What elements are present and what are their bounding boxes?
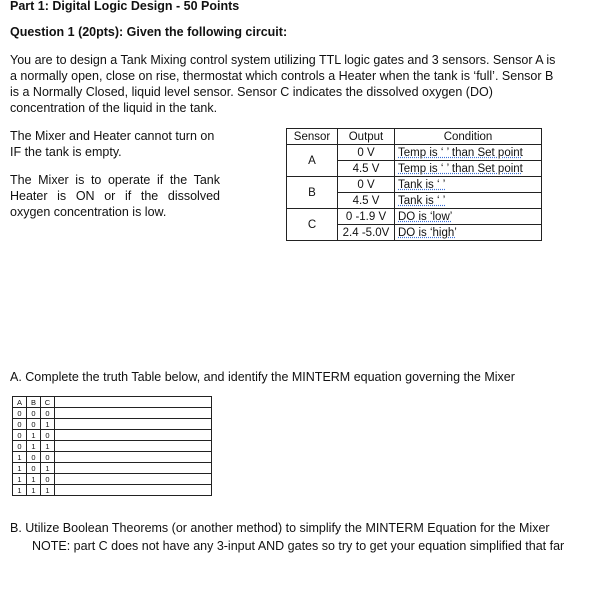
- condition-text[interactable]: Temp is ‘ ’ than Set point: [395, 145, 542, 161]
- output-value: 0 V: [338, 177, 395, 193]
- condition-text[interactable]: Temp is ‘ ’ than Set point: [395, 161, 542, 177]
- cell-c: 0: [41, 474, 55, 485]
- part-title: Part 1: Digital Logic Design - 50 Points: [10, 0, 240, 13]
- cell-b: 1: [27, 474, 41, 485]
- header-output: Output: [338, 129, 395, 145]
- cell-c: 1: [41, 441, 55, 452]
- rule-empty-tank: The Mixer and Heater cannot turn on IF the tank is empty.: [10, 129, 215, 159]
- output-value: 2.4 -5.0V: [338, 225, 395, 241]
- answer-cell[interactable]: [55, 430, 212, 441]
- header-sensor: Sensor: [287, 129, 338, 145]
- cell-b: 0: [27, 408, 41, 419]
- sensor-c: C: [287, 209, 338, 241]
- condition-text[interactable]: Tank is ‘ ’: [395, 193, 542, 209]
- truth-row: [13, 452, 212, 463]
- cell-b: 0: [27, 419, 41, 430]
- answer-cell[interactable]: [55, 463, 212, 474]
- condition-text[interactable]: Tank is ‘ ’: [395, 177, 542, 193]
- sensor-table-header: [287, 129, 542, 145]
- sensor-a: A: [287, 145, 338, 177]
- question-a: A. Complete the truth Table below, and identify the MINTERM equation governing the Mixer: [10, 370, 515, 384]
- answer-cell[interactable]: [55, 419, 212, 430]
- cell-a: 1: [13, 452, 27, 463]
- intro-paragraph: You are to design a Tank Mixing control system utilizing TTL logic gates and 3 sensors. Sensor A is a normally open, close on rise, thermostat which controls a Heater when the tank is ‘full’. Sensor B is a Normally Closed, liquid level sensor. Sensor C indicates the dissolved oxygen (DO) concentration of the liquid in the tank.: [10, 53, 556, 115]
- sensor-b: B: [287, 177, 338, 209]
- cell-a: 0: [13, 419, 27, 430]
- truth-row: [13, 474, 212, 485]
- truth-row: [13, 441, 212, 452]
- note-b: NOTE: part C does not have any 3-input AND gates so try to get your equation simplified that far: [32, 539, 565, 553]
- cell-a: 0: [13, 441, 27, 452]
- cell-b: 1: [27, 485, 41, 496]
- condition-text[interactable]: DO is ‘low’: [395, 209, 542, 225]
- rule-mixer-operation: The Mixer is to operate if the Tank Heater is ON or if the dissolved oxygen concentration is low.: [10, 173, 220, 219]
- cell-c: 0: [41, 452, 55, 463]
- truth-row: [13, 408, 212, 419]
- cell-c: 1: [41, 485, 55, 496]
- answer-column[interactable]: [55, 397, 212, 408]
- cell-a: 1: [13, 474, 27, 485]
- cell-b: 1: [27, 441, 41, 452]
- sensor-row: [287, 177, 542, 193]
- cell-a: 1: [13, 463, 27, 474]
- truth-row: [13, 430, 212, 441]
- answer-cell[interactable]: [55, 441, 212, 452]
- truth-row: [13, 485, 212, 496]
- truth-row: [13, 463, 212, 474]
- cell-b: 1: [27, 430, 41, 441]
- cell-c: 1: [41, 419, 55, 430]
- header-condition: Condition: [395, 129, 542, 145]
- output-value: 0 V: [338, 145, 395, 161]
- cell-a: 1: [13, 485, 27, 496]
- truth-table: [12, 396, 212, 496]
- sensor-row: [287, 209, 542, 225]
- cell-a: 0: [13, 408, 27, 419]
- header-b: B: [27, 397, 41, 408]
- answer-cell[interactable]: [55, 485, 212, 496]
- answer-cell[interactable]: [55, 408, 212, 419]
- answer-cell[interactable]: [55, 452, 212, 463]
- output-value: 0 -1.9 V: [338, 209, 395, 225]
- cell-b: 0: [27, 452, 41, 463]
- sensor-row: [287, 145, 542, 161]
- cell-a: 0: [13, 430, 27, 441]
- sensor-table: [286, 128, 542, 241]
- cell-c: 0: [41, 408, 55, 419]
- question-title: Question 1 (20pts): Given the following circuit:: [10, 25, 288, 39]
- output-value: 4.5 V: [338, 193, 395, 209]
- cell-c: 0: [41, 430, 55, 441]
- header-a: A: [13, 397, 27, 408]
- condition-text[interactable]: DO is ‘high’: [395, 225, 542, 241]
- truth-table-header: [13, 397, 212, 408]
- question-b: B. Utilize Boolean Theorems (or another method) to simplify the MINTERM Equation for the Mixer: [10, 521, 550, 535]
- cell-b: 0: [27, 463, 41, 474]
- cell-c: 1: [41, 463, 55, 474]
- output-value: 4.5 V: [338, 161, 395, 177]
- answer-cell[interactable]: [55, 474, 212, 485]
- header-c: C: [41, 397, 55, 408]
- truth-row: [13, 419, 212, 430]
